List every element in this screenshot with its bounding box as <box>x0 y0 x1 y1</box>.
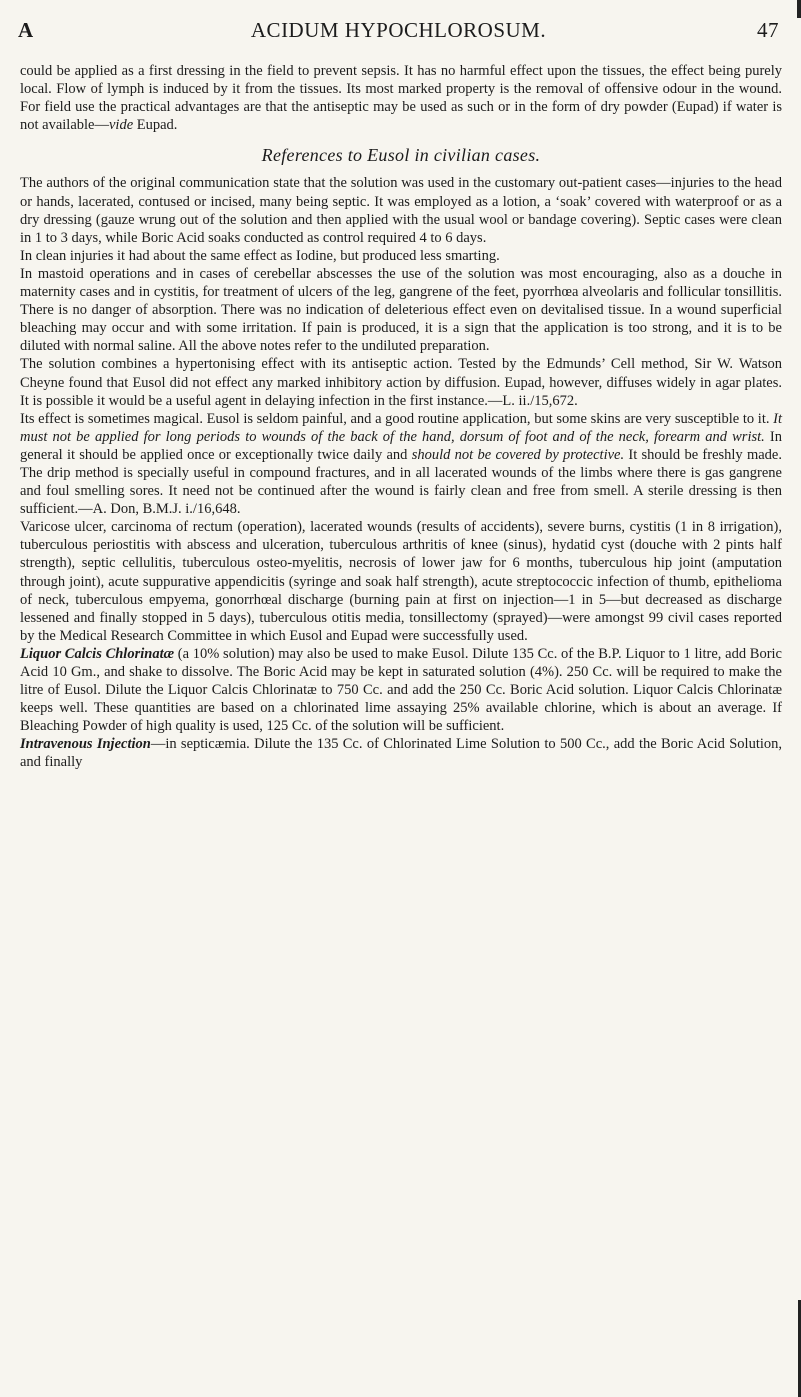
page-number: 47 <box>757 18 779 42</box>
page-edge-mark <box>797 0 801 18</box>
warning-italic: should not be covered by protective. <box>411 446 625 463</box>
paragraph-text: It should be freshly made. The drip method is specially useful in compound fractures, and in all lacerated wounds of the limbs where there is gas gangrene and foul smelling sores. It need not be continued after the wound is fairly clean and free from smell. A sterile dressing is then sufficient.—A. Don, B.M.J. i./16,648. <box>20 446 782 518</box>
paragraph-civil-cases: Varicose ulcer, carcinoma of rectum (operation), lacerated wounds (results of accidents), severe burns, cystitis (1 in 8 irrigation), tuberculous periostitis with abscess and ulceration, tuberculous arthritis of knee (sinus), hydatid cyst (douche with 2 pints half strength), septic cellulitis, tuberculous osteo-myelitis, necrosis of lower jaw for 6 months, tuberculous hip joint (amputation through joint), acute suppurative appendicitis (syringe and soak half strength), acute streptococcic infection of thumb, epithelioma of neck, tuberculous empyema, gonorrhœal discharge (burning pain at first on injection—1 in 5—but decreased as discharge lessened and finally stopped in 5 days), tuberculous otitis media, tonsillectomy (sprayed)—were amongst 99 civil cases reported by the Medical Research Committee in which Eusol and Eupad were successfully used. <box>20 519 782 644</box>
lead-term: Intravenous Injection <box>20 736 151 753</box>
paragraph-text: —in septicæmia. Dilute the 135 Cc. of Chlorinated Lime Solution to 500 Cc., add the Boric Acid Solution, and finally <box>20 736 783 771</box>
paragraph-original-communication: The authors of the original communication state that the solution was used in the customary out-patient cases—injuries to the head or hands, lacerated, contused or incised, many being septic. It was employed as a lotion, a ‘soak’ covered with waterproof or as a dry dressing (gauze wrung out of the solution and then applied with the usual wool or bandage covering). Septic cases were clean in 1 to 3 days, while Boric Acid soaks conducted as control required 4 to 6 days. <box>20 175 782 246</box>
page-body <box>20 62 782 772</box>
paragraph-text: In general it should be applied once or exceptionally twice daily and <box>20 428 782 463</box>
running-title: ACIDUM HYPOCHLOROSUM. <box>250 18 547 42</box>
vide-italic: vide <box>108 117 134 134</box>
paragraph-liquor-calcis <box>20 645 782 735</box>
paragraph-clean-injuries: In clean injuries it had about the same effect as Iodine, but produced less smarting. <box>20 247 500 264</box>
paragraph-hypertonising-effect: The solution combines a hypertonising effect with its antiseptic action. Tested by the Edmunds’ Cell method, Sir W. Watson Cheyne found that Eusol did not effect any marked inhibitory action by diffusion. Eupad, however, diffuses widely in agar plates. It is possible it would be a useful agent in delaying infection in the first instance.—L. ii./15,672. <box>20 356 782 409</box>
paragraph-text-end: Eupad. <box>133 117 178 134</box>
section-letter: A <box>18 18 34 42</box>
paragraph-text: (a 10% solution) may also be used to make Eusol. Dilute 135 Cc. of the B.P. Liquor to 1 litre, add Boric Acid 10 Gm., and shake to dissolve. The Boric Acid may be kept in saturated solution (4%). 250 Cc. will be required to make the litre of Eusol. Dilute the Liquor Calcis Chlorinatæ to 750 Cc. and add the 250 Cc. Boric Acid solution. Liquor Calcis Chlorinatæ keeps well. These quantities are based on a chlorinated lime assaying 25% available chlorine, which is about an average. If Bleaching Powder of high quality is used, 125 Cc. of the solution will be sufficient. <box>20 645 782 735</box>
paragraph-text: could be applied as a first dressing in the field to prevent sepsis. It has no harmful effect upon the tissues, the effect being purely local. Flow of lymph is induced by it from the tissues. Its most marked property is the removal of offensive odour in the wound. For field use the practical advantages are that the antiseptic may be used as such or in the form of dry powder (Eupad) if water is not available— <box>20 63 782 134</box>
warning-italic: It must not be applied for long periods to wounds of the back of the hand, dorsum of foot and of the neck, forearm and wrist. <box>20 410 782 445</box>
paragraph-intravenous <box>20 735 782 771</box>
section-heading: References to Eusol in civilian cases. <box>261 145 541 166</box>
paragraph-mastoid-operations: In mastoid operations and in cases of cerebellar abscesses the use of the solution was most encouraging, also as a douche in maternity cases and in cystitis, for treatment of ulcers of the leg, gangrene of the feet, pyorrhœa alveolaris and follicular tonsillitis. There is no danger of absorption. There was no indication of deleterious effect even on devitalised tissue. In a wound superficial bleaching may occur and with some irritation. If pain is produced, it is a sign that the application is too strong, and it is to be diluted with normal saline. All the above notes refer to the undiluted preparation. <box>20 265 782 355</box>
paragraph-field-dressing <box>20 62 782 134</box>
lead-term: Liquor Calcis Chlorinatæ <box>20 645 175 662</box>
paragraph-effect-magical <box>20 410 782 519</box>
paragraph-text: Its effect is sometimes magical. Eusol is seldom painful, and a good routine application, but some skins are very susceptible to it. <box>20 410 774 427</box>
page-header <box>18 18 779 50</box>
